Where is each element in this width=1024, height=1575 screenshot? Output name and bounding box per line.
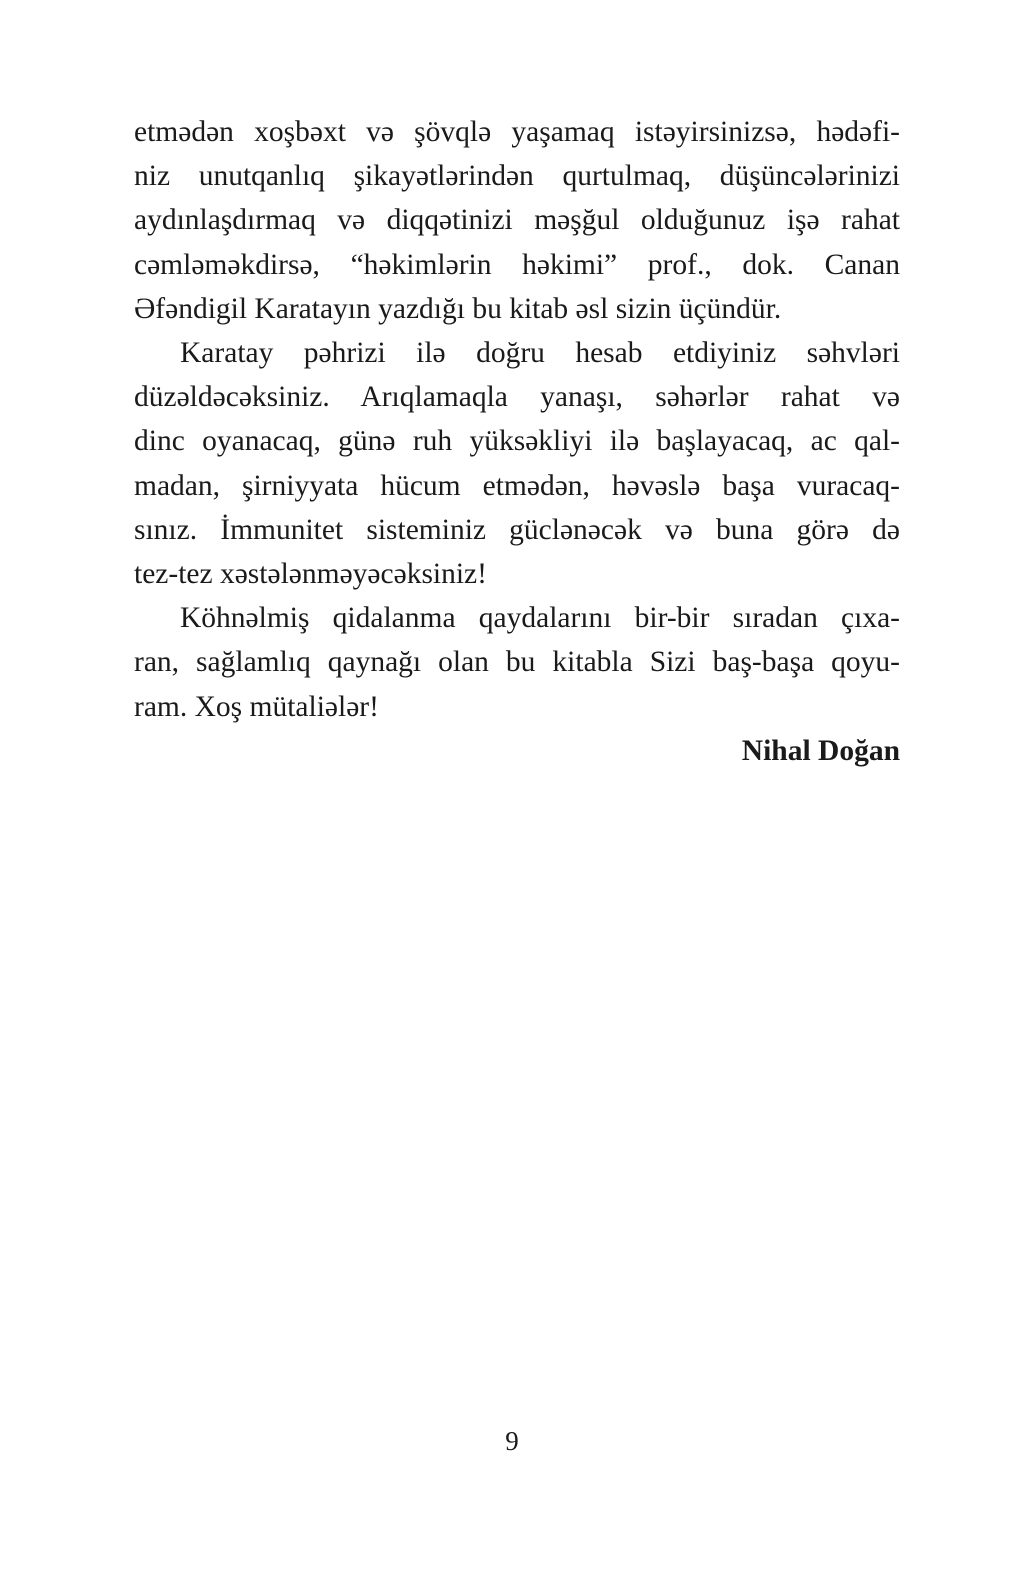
paragraph-1 (134, 110, 900, 331)
text-line: niz unutqanlıq şikayətlərindən qurtulmaq, düşüncələrinizi (134, 160, 900, 193)
text-line: düzəldəcəksiniz. Arıqlamaqla yanaşı, səhərlər rahat və (134, 381, 900, 414)
text-line: madan, şirniyyata hücum etmədən, həvəslə başa vuracaq- (134, 469, 900, 502)
text-line: cəmləməkdirsə, “həkimlərin həkimi” prof., dok. Canan (134, 248, 900, 281)
text-line: Köhnəlmiş qidalanma qaydalarını bir-bir sıradan çıxa- (180, 602, 900, 635)
text-line: aydınlaşdırmaq və diqqətinizi məşğul olduğunuz işə rahat (134, 204, 900, 237)
page-body (134, 110, 900, 773)
text-line: etmədən xoşbəxt və şövqlə yaşamaq istəyirsinizsə, hədəfi- (134, 116, 900, 148)
text-line: ran, sağlamlıq qaynağı olan bu kitabla Sizi baş-başa qoyu- (134, 646, 900, 679)
page-number: 9 (505, 1426, 519, 1456)
text-line: dinc oyanacaq, günə ruh yüksəkliyi ilə başlayacaq, ac qal- (134, 425, 900, 458)
text-line: Karatay pəhrizi ilə doğru hesab etdiyiniz səhvləri (180, 337, 900, 370)
text-line: sınız. İmmunitet sisteminiz güclənəcək və buna görə də (134, 513, 900, 546)
paragraph-3 (134, 596, 900, 729)
paragraph-2 (134, 331, 900, 596)
text-line: tez-tez xəstələnməyəcəksiniz! (134, 558, 487, 591)
author-signature: Nihal Doğan (741, 734, 900, 767)
text-line: Əfəndigil Karatayın yazdığı bu kitab əsl sizin üçündür. (134, 292, 782, 325)
text-line: ram. Xoş mütaliələr! (134, 690, 379, 723)
